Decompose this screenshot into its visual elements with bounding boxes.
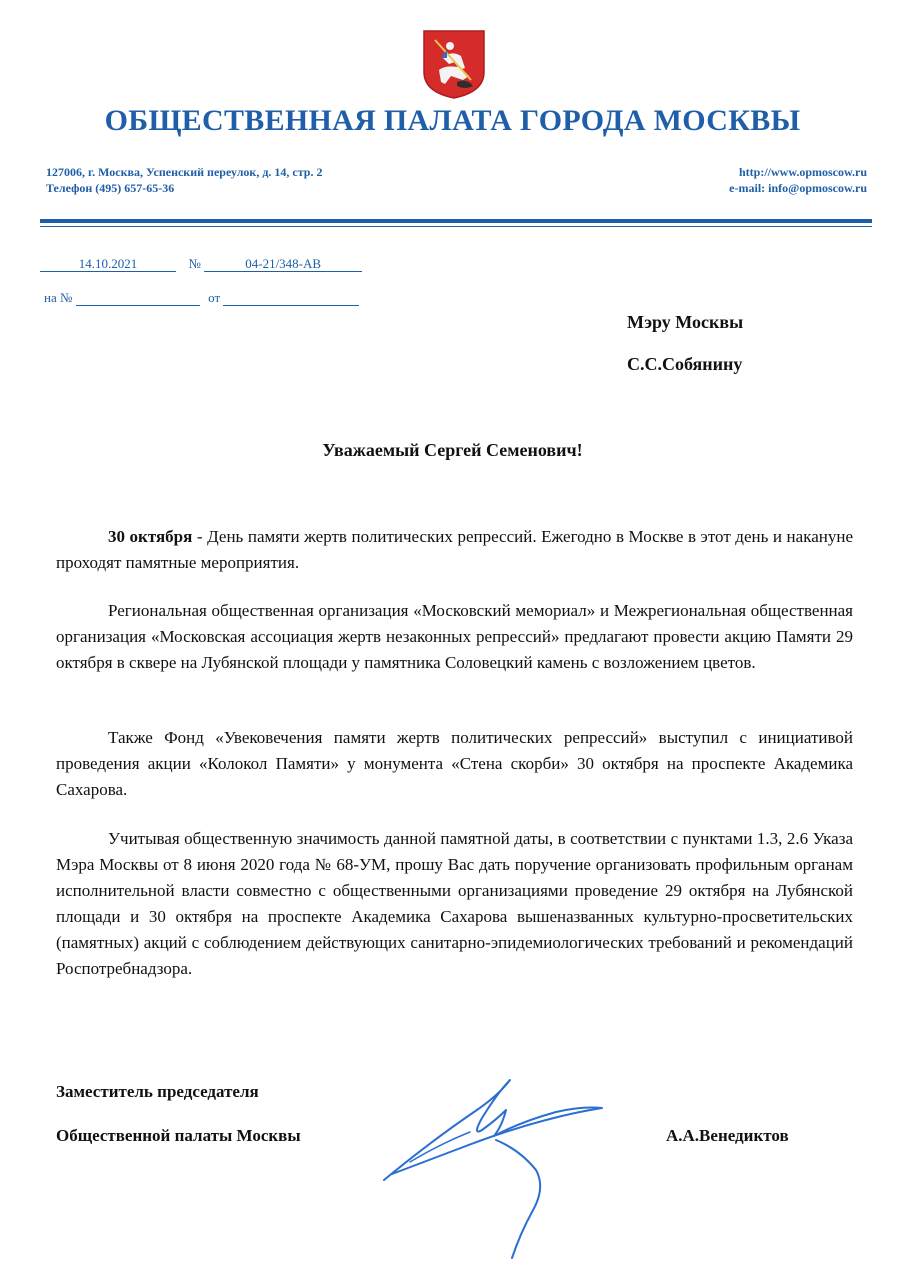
body-paragraph-3: Также Фонд «Увековечения памяти жертв политических репрессий» выступил с инициативой проведения акции «Колокол Памяти» у монумента «Стена скорби» 30 октября на проспекте Академика Сахарова.	[56, 728, 853, 799]
header-contacts-left	[46, 164, 322, 196]
paragraph-1-text: - День памяти жертв политических репрессий. Ежегодно в Москве в этот день и накануне проходят памятные мероприятия.	[56, 527, 853, 572]
address-text: 127006, г. Москва, Успенский переулок, д. 14, стр. 2	[46, 165, 323, 179]
body-paragraph-4: Учитывая общественную значимость данной памятной даты, в соответствии с пунктами 1.3, 2.6 Указа Мэра Москвы от 8 июня 2020 года № 68-УМ, прошу Вас дать поручение организовать профильным органам исполнительной власти совместно с общественными организациями проведение 29 октября на Лубянской площади и 30 октября на проспекте Академика Сахарова вышеназванных культурно-просветительских (памятных) акций с соблюдением действующих санитарно-эпидемиологических требований и рекомендаций Роспотребнадзора.	[56, 829, 853, 978]
reference-label: на №	[44, 290, 73, 305]
header-divider-thick	[40, 219, 872, 223]
registration-line	[40, 256, 362, 272]
moscow-coat-of-arms-icon	[421, 28, 487, 100]
body-paragraph-1	[56, 524, 853, 576]
date-highlight: 30 октября	[108, 527, 193, 546]
phone-text: Телефон (495) 657-65-36	[46, 181, 175, 195]
signatory-position-line1: Заместитель председателя	[56, 1082, 259, 1101]
header-contacts-right	[729, 164, 867, 196]
header-divider-thin	[40, 226, 872, 227]
registration-number: 04-21/348-АВ	[204, 256, 362, 272]
body-paragraph-2: Региональная общественная организация «Московский мемориал» и Межрегиональная общественная организация «Московская ассоциация жертв незаконных репрессий» предлагают провести акцию Памяти 29 октября в сквере на Лубянской площади у памятника Соловецкий камень с возложением цветов.	[56, 601, 853, 672]
signatory-name: А.А.Венедиктов	[666, 1126, 789, 1145]
addressee-name: С.С.Собянину	[627, 354, 743, 374]
signatory-position-line2: Общественной палаты Москвы	[56, 1126, 301, 1145]
email-link[interactable]: e-mail: info@opmoscow.ru	[729, 181, 867, 195]
from-label: от	[208, 290, 221, 305]
reference-number-blank	[76, 290, 200, 306]
reference-date-blank	[223, 290, 359, 306]
number-label: №	[188, 256, 201, 271]
website-link[interactable]: http://www.opmoscow.ru	[738, 165, 867, 179]
registration-date: 14.10.2021	[40, 256, 176, 272]
organization-title: ОБЩЕСТВЕННАЯ ПАЛАТА ГОРОДА МОСКВЫ	[104, 104, 801, 137]
handwritten-signature	[370, 1062, 620, 1262]
reference-line	[44, 290, 359, 306]
salutation: Уважаемый Сергей Семенович!	[322, 440, 583, 460]
addressee-title: Мэру Москвы	[627, 312, 744, 332]
